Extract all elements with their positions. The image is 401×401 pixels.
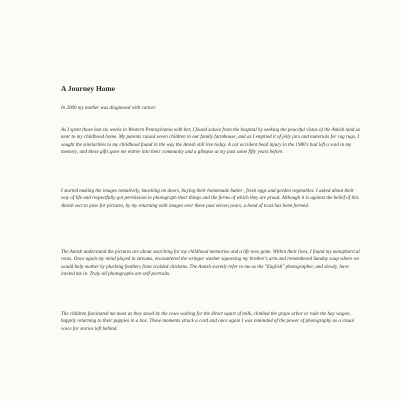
document-title: A Journey Home xyxy=(61,84,116,93)
paragraph-diagnosis: In 2000 my mother was diagnosed with cancer. xyxy=(61,106,157,111)
paragraph-pennsylvania: As I spent those last six weeks in Western Pennsylvania with her, I found solace from the hospital by seeking the peaceful vistas of the Amish land so near to my childhood home. My parents raised seven children in our family farmhouse, and as I emptied it of jelly jars and materials for rag rugs, I sought the similarities to my childhood found in the way the Amish still live today. A car accident head injury in the 1980's had left a void in my memory, and these gifts gave me entrée into their community and a glimpse at my past some fifty years before. xyxy=(61,128,361,156)
paragraph-amish-understand: The Amish understand the pictures are about searching for my childhood memories and a life now gone. Within their lives, I found my metaphorical roots. Once again my mind played in streams, encountered the wringer washer squeezing my brother's arm and remembered Sunday soup where we would help mother by plucking feathers from scalded chickens. The Amish sweetly refer to me as the "English" photographer, and slowly, have invited me in. Truly all photographs are self-portraits. xyxy=(61,250,360,278)
paragraph-children: The children fascinated me most as they stood by the cows waiting for the direct squirt of milk, climbed the grape arbor or rode the hay wagon, happily returning to their puppies in a box. These moments struck a cord and once again I was reminded of the power of photography as a visual voice for stories left behind. xyxy=(61,312,355,332)
paragraph-making-images: I started making the images tentatively, knocking on doors, buying their homemade butter , fresh eggs and garden vegetables. I asked about their way of life and respectfully got permission to photograph their things and the farms of which they are proud. Although it is against the belief of this Amish sect to pose for pictures, by my returning with images over these past eleven years, a bond of trust has been formed. xyxy=(61,189,359,209)
